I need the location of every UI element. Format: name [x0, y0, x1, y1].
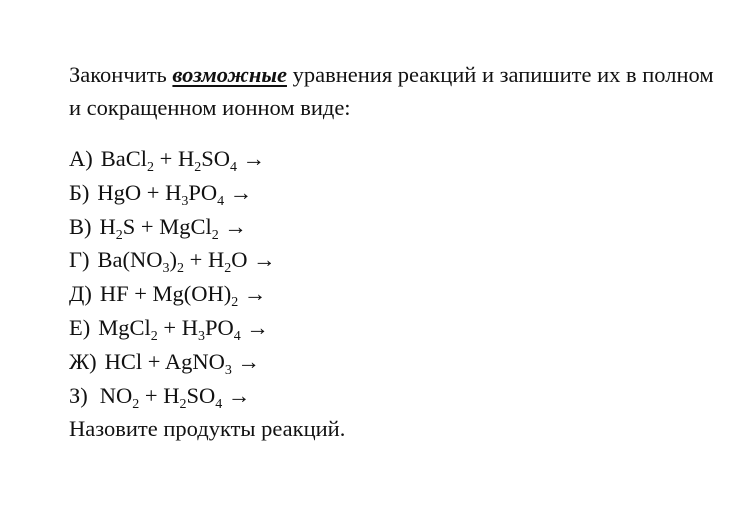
- formula-subscript: 3: [181, 193, 189, 209]
- equation-label: Б): [69, 179, 90, 205]
- formula-subscript: 2: [231, 295, 239, 311]
- formula-text: S + MgCl: [122, 213, 212, 239]
- formula-subscript: 3: [162, 261, 170, 277]
- formula-text: HF + Mg(OH): [99, 281, 232, 307]
- formula-text: PO: [204, 314, 234, 340]
- task-text-before: Закончить: [69, 62, 173, 87]
- equation-formula: [100, 146, 266, 175]
- formula-subscript: 2: [194, 160, 202, 175]
- formula-subscript: 2: [147, 160, 155, 175]
- formula-text: ): [169, 247, 177, 273]
- formula-text: HgO + H: [97, 179, 182, 205]
- formula-text: NO: [99, 382, 133, 408]
- task-text-after: уравнения реакций и запишите их в полном и сокращенном ионном виде:: [69, 62, 714, 120]
- equation-formula: [99, 281, 267, 311]
- task-statement: [69, 58, 729, 124]
- formula-text: + H: [139, 382, 180, 408]
- footer-instruction: Назовите продукты реакций.: [69, 416, 346, 442]
- equation-item: [69, 379, 729, 413]
- formula-text: →: [238, 281, 267, 307]
- formula-subscript: 2: [211, 227, 219, 243]
- equation-item: [69, 311, 729, 345]
- formula-text: H: [99, 213, 116, 239]
- formula-subscript: 4: [229, 160, 237, 175]
- equation-label: З): [69, 382, 88, 408]
- formula-text: Ba(NO: [97, 247, 163, 273]
- formula-text: MgCl: [98, 314, 151, 340]
- formula-text: →: [231, 348, 260, 374]
- equation-formula: [98, 314, 269, 344]
- formula-subscript: 2: [115, 227, 123, 243]
- equation-item: [69, 243, 729, 277]
- equation-formula: [97, 247, 276, 277]
- formula-text: PO: [188, 179, 218, 205]
- equation-list: [69, 142, 729, 412]
- formula-text: →: [240, 314, 269, 340]
- formula-text: SO: [186, 382, 216, 408]
- equation-formula: [104, 348, 260, 378]
- task-emphasis: возможные: [172, 62, 287, 87]
- equation-item: [69, 277, 729, 311]
- formula-text: →: [222, 382, 251, 408]
- formula-subscript: 4: [217, 193, 225, 209]
- formula-text: SO: [201, 146, 230, 171]
- equation-item: [69, 176, 729, 210]
- formula-text: →: [224, 179, 253, 205]
- formula-subscript: 4: [215, 396, 223, 412]
- formula-subscript: 3: [224, 362, 232, 378]
- document: [69, 58, 729, 446]
- equation-label: Д): [69, 281, 92, 307]
- formula-text: HCl + AgNO: [104, 348, 225, 374]
- formula-subscript: 2: [150, 328, 158, 344]
- equation-label: Е): [69, 314, 91, 340]
- formula-text: BaCl: [100, 146, 148, 171]
- formula-subscript: 2: [132, 396, 140, 412]
- equation-label: А): [69, 146, 93, 171]
- formula-text: →: [236, 146, 266, 171]
- formula-text: O →: [231, 247, 276, 273]
- formula-subscript: 2: [177, 261, 184, 277]
- equation-item: [69, 345, 729, 379]
- equation-label: В): [69, 213, 92, 239]
- formula-text: + H: [154, 146, 195, 171]
- equation-item: [69, 210, 729, 244]
- formula-text: + H: [184, 247, 225, 273]
- equation-label: Ж): [69, 348, 97, 374]
- formula-subscript: 2: [179, 396, 187, 412]
- equation-item: [69, 142, 729, 176]
- formula-text: →: [218, 213, 247, 239]
- equation-formula: [97, 179, 253, 209]
- formula-text: + H: [157, 314, 198, 340]
- equation-formula: [99, 382, 251, 412]
- formula-subscript: 4: [233, 328, 241, 344]
- formula-subscript: 3: [197, 328, 205, 344]
- equation-label: Г): [69, 247, 90, 273]
- equation-formula: [99, 213, 247, 243]
- formula-subscript: 2: [224, 261, 232, 277]
